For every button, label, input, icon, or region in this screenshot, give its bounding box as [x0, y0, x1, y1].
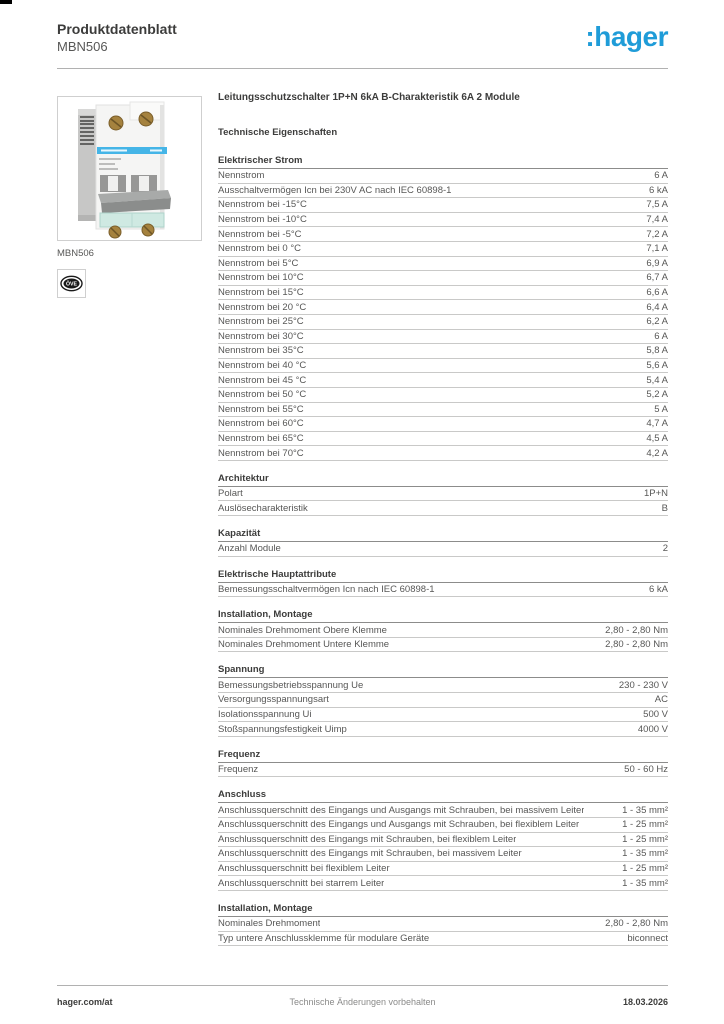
spec-label: Polart [218, 488, 243, 500]
spec-label: Nennstrom bei 50 °C [218, 389, 307, 401]
section-title: Architektur [218, 473, 668, 487]
spec-label: Nennstrom bei 0 °C [218, 243, 301, 255]
spec-value: B [661, 502, 668, 514]
spec-label: Typ untere Anschlussklemme für modulare Geräte [218, 932, 430, 944]
spec-label: Nennstrom bei 10°C [218, 272, 304, 284]
spec-value: 6 A [654, 330, 668, 342]
spec-label: Nennstrom bei -10°C [218, 214, 307, 226]
page-header [57, 20, 668, 55]
product-column [57, 92, 203, 946]
section-title: Installation, Montage [218, 609, 668, 623]
spec-row [218, 432, 668, 447]
spec-label: Nennstrom bei 15°C [218, 287, 304, 299]
spec-label: Nennstrom bei -5°C [218, 228, 302, 240]
spec-label: Nennstrom bei 45 °C [218, 374, 307, 386]
spec-value: biconnect [627, 932, 668, 944]
section-title: Elektrischer Strom [218, 155, 668, 169]
spec-section [218, 528, 668, 557]
spec-label: Nennstrom bei 70°C [218, 447, 304, 459]
technical-properties-heading: Technische Eigenschaften [218, 127, 338, 138]
spec-label: Bemessungsbetriebsspannung Ue [218, 679, 364, 691]
spec-label: Anschlussquerschnitt des Eingangs und Ausgangs mit Schrauben, bei massivem Leiter [218, 804, 585, 816]
spec-row [218, 213, 668, 228]
spec-row [218, 286, 668, 301]
certification-badge [57, 269, 86, 298]
header-divider [57, 68, 668, 69]
spec-value: 7,5 A [646, 199, 668, 211]
spec-label: Nennstrom bei -15°C [218, 199, 307, 211]
spec-section [218, 155, 668, 461]
spec-value: 6 A [654, 170, 668, 182]
spec-row [218, 542, 668, 557]
spec-row [218, 623, 668, 638]
spec-label: Stoßspannungsfestigkeit Uimp [218, 723, 347, 735]
spec-row [218, 271, 668, 286]
spec-row [218, 388, 668, 403]
spec-label: Bemessungsschaltvermögen Icn nach IEC 60898-1 [218, 583, 435, 595]
spec-row [218, 300, 668, 315]
spec-label: Nennstrom [218, 170, 265, 182]
spec-row [218, 373, 668, 388]
spec-row [218, 763, 668, 778]
spec-value: 50 - 60 Hz [624, 764, 668, 776]
spec-row [218, 862, 668, 877]
spec-value: 1P+N [643, 488, 668, 500]
doc-type-title: Produktdatenblatt [57, 21, 177, 37]
spec-label: Nennstrom bei 30°C [218, 330, 304, 342]
spec-row [218, 722, 668, 737]
spec-value: 5,8 A [646, 345, 668, 357]
spec-row [218, 583, 668, 598]
product-image-caption: MBN506 [57, 248, 94, 259]
spec-row [218, 708, 668, 723]
page-footer [57, 985, 668, 1007]
spec-value: 7,2 A [646, 228, 668, 240]
spec-label: Anschlussquerschnitt bei starrem Leiter [218, 877, 385, 889]
product-reference: MBN506 [57, 39, 108, 54]
spec-value: 4,5 A [646, 432, 668, 444]
scan-corner-mark [0, 0, 12, 4]
spec-row [218, 847, 668, 862]
spec-value: 4,7 A [646, 418, 668, 430]
spec-section [218, 903, 668, 946]
spec-row [218, 917, 668, 932]
svg-text:ÖVE: ÖVE [66, 281, 77, 288]
footer-date: 18.03.2026 [622, 997, 668, 1007]
spec-value: 7,4 A [646, 214, 668, 226]
spec-label: Nominales Drehmoment [218, 918, 321, 930]
hager-logo: :hager [585, 21, 668, 52]
spec-row [218, 638, 668, 653]
spec-value: 1 - 35 mm² [622, 848, 668, 860]
spec-value: 1 - 25 mm² [622, 863, 668, 875]
spec-value: 2 [662, 543, 668, 555]
product-photo-frame [57, 96, 202, 241]
spec-label: Anschlussquerschnitt des Eingangs und Ausgangs mit Schrauben, bei flexiblem Leiter [218, 819, 580, 831]
section-title: Frequenz [218, 749, 668, 763]
spec-section [218, 664, 668, 736]
spec-label: Nennstrom bei 20 °C [218, 301, 307, 313]
spec-value: 6,7 A [646, 272, 668, 284]
spec-label: Versorgungsspannungsart [218, 694, 329, 706]
spec-value: 230 - 230 V [618, 679, 668, 691]
spec-row [218, 315, 668, 330]
spec-label: Nennstrom bei 40 °C [218, 360, 307, 372]
spec-value: 4,2 A [646, 447, 668, 459]
product-title: Leitungsschutzschalter 1P+N 6kA B-Charakteristik 6A 2 Module [218, 92, 520, 103]
spec-label: Nennstrom bei 60°C [218, 418, 304, 430]
section-title: Kapazität [218, 528, 668, 542]
spec-section [218, 473, 668, 516]
spec-row [218, 403, 668, 418]
spec-label: Nennstrom bei 55°C [218, 403, 304, 415]
spec-label: Anschlussquerschnitt des Eingangs mit Schrauben, bei flexiblem Leiter [218, 833, 517, 845]
spec-value: 5 A [654, 403, 668, 415]
spec-label: Ausschaltvermögen Icn bei 230V AC nach IEC 60898-1 [218, 184, 452, 196]
spec-value: 5,2 A [646, 389, 668, 401]
section-title: Anschluss [218, 789, 668, 803]
spec-value: 2,80 - 2,80 Nm [605, 639, 668, 651]
spec-row [218, 344, 668, 359]
spec-row [218, 818, 668, 833]
spec-label: Frequenz [218, 764, 259, 776]
section-title: Installation, Montage [218, 903, 668, 917]
spec-value: 500 V [643, 708, 668, 720]
spec-row [218, 932, 668, 947]
spec-row [218, 501, 668, 516]
spec-value: 5,6 A [646, 360, 668, 372]
spec-label: Auslösecharakteristik [218, 502, 308, 514]
spec-value: 1 - 35 mm² [622, 804, 668, 816]
spec-row [218, 184, 668, 199]
spec-section [218, 609, 668, 652]
spec-value: 7,1 A [646, 243, 668, 255]
lever-bar [98, 190, 171, 213]
spec-row [218, 693, 668, 708]
spec-row [218, 330, 668, 345]
spec-value: 2,80 - 2,80 Nm [605, 918, 668, 930]
spec-row [218, 803, 668, 818]
spec-value: 6 kA [648, 184, 668, 196]
section-title: Elektrische Hauptattribute [218, 569, 668, 583]
spec-row [218, 169, 668, 184]
spec-row [218, 359, 668, 374]
spec-label: Nennstrom bei 5°C [218, 257, 299, 269]
spec-label: Anschlussquerschnitt des Eingangs mit Schrauben, bei massivem Leiter [218, 848, 522, 860]
spec-row [218, 198, 668, 213]
spec-value: 1 - 35 mm² [622, 877, 668, 889]
spec-sections [218, 155, 668, 946]
spec-label: Nominales Drehmoment Obere Klemme [218, 624, 387, 636]
spec-row [218, 257, 668, 272]
spec-row [218, 417, 668, 432]
spec-row [218, 678, 668, 693]
footer-disclaimer: Technische Änderungen vorbehalten [289, 997, 436, 1007]
spec-label: Anzahl Module [218, 543, 281, 555]
spec-row [218, 446, 668, 461]
spec-value: 1 - 25 mm² [622, 819, 668, 831]
spec-value: AC [654, 694, 668, 706]
spec-value: 2,80 - 2,80 Nm [605, 624, 668, 636]
spec-value: 6 kA [648, 583, 668, 595]
spec-row [218, 833, 668, 848]
page-content [57, 92, 668, 946]
spec-value: 6,6 A [646, 287, 668, 299]
spec-section [218, 749, 668, 778]
spec-label: Nennstrom bei 25°C [218, 316, 304, 328]
spec-value: 5,4 A [646, 374, 668, 386]
spec-label: Anschlussquerschnitt bei flexiblem Leiter [218, 863, 390, 875]
spec-label: Nennstrom bei 35°C [218, 345, 304, 357]
spec-section [218, 789, 668, 891]
spec-row [218, 227, 668, 242]
spec-column [218, 92, 668, 946]
section-title: Spannung [218, 664, 668, 678]
spec-label: Nominales Drehmoment Untere Klemme [218, 639, 390, 651]
product-photo [58, 97, 201, 240]
spec-value: 6,4 A [646, 301, 668, 313]
spec-label: Nennstrom bei 65°C [218, 432, 304, 444]
oeve-cert-icon [58, 270, 85, 297]
spec-value: 1 - 25 mm² [622, 833, 668, 845]
spec-value: 6,9 A [646, 257, 668, 269]
spec-value: 4000 V [637, 723, 668, 735]
spec-row [218, 487, 668, 502]
spec-section [218, 569, 668, 598]
header-titles [57, 20, 177, 55]
spec-value: 6,2 A [646, 316, 668, 328]
spec-row [218, 242, 668, 257]
spec-row [218, 876, 668, 891]
spec-label: Isolationsspannung Ui [218, 708, 312, 720]
footer-website: hager.com/at [57, 997, 113, 1007]
